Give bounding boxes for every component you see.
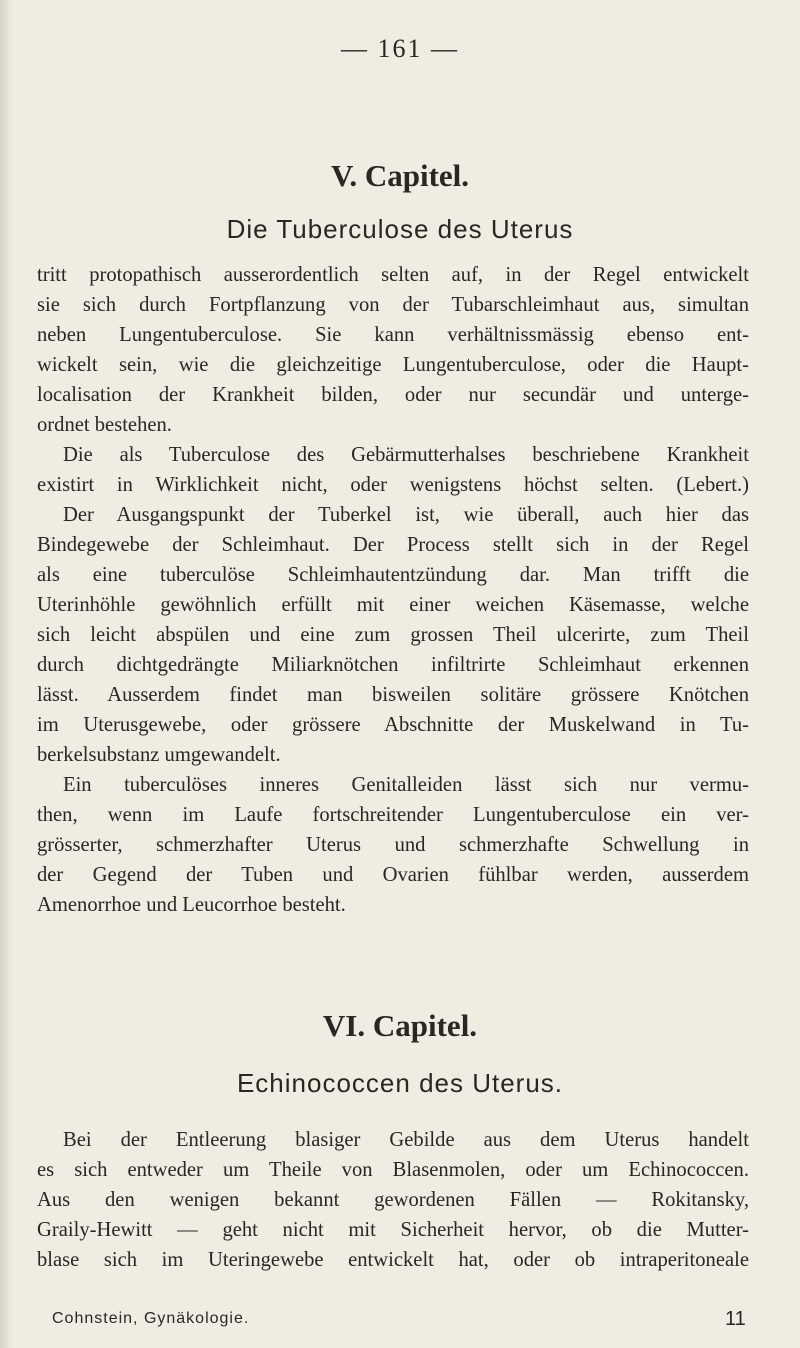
chapter-6-paragraph-1 xyxy=(63,1125,749,1155)
text-line: existirt in Wirklichkeit nicht, oder wenigstens höchst selten. (Lebert.) xyxy=(37,474,749,496)
chapter-6-paragraph-1-cont xyxy=(37,1155,749,1275)
text-line: lässt. Ausserdem findet man bisweilen solitäre grössere Knötchen xyxy=(37,684,749,706)
text-line: der Gegend der Tuben und Ovarien fühlbar werden, ausserdem xyxy=(37,864,749,886)
text-line: tritt protopathisch ausserordentlich selten auf, in der Regel entwickelt xyxy=(37,264,749,286)
chapter-5-paragraph-3-cont xyxy=(37,530,749,770)
text-line: Der Ausgangspunkt der Tuberkel ist, wie überall, auch hier das xyxy=(63,504,749,526)
chapter-5-paragraph-2 xyxy=(63,440,749,470)
text-line: Die als Tuberculose des Gebärmutterhalses beschriebene Krankheit xyxy=(63,444,749,466)
chapter-5-paragraph-4 xyxy=(63,770,749,800)
text-line: blase sich im Uteringewebe entwickelt hat, oder ob intraperitoneale xyxy=(37,1249,749,1271)
text-line: sich leicht abspülen und eine zum grossen Theil ulcerirte, zum Theil xyxy=(37,624,749,646)
text-line: als eine tuberculöse Schleimhautentzündung dar. Man trifft die xyxy=(37,564,749,586)
text-line: neben Lungentuberculose. Sie kann verhältnissmässig ebenso ent- xyxy=(37,324,749,346)
text-line: sie sich durch Fortpflanzung von der Tubarschleimhaut aus, simultan xyxy=(37,294,749,316)
chapter-5-paragraph-1 xyxy=(37,260,749,440)
text-line: Uterinhöhle gewöhnlich erfüllt mit einer weichen Käsemasse, welche xyxy=(37,594,749,616)
chapter-5-subtitle: Die Tuberculose des Uterus xyxy=(226,214,574,244)
text-line: berkelsubstanz umgewandelt. xyxy=(37,744,281,766)
text-line: im Uterusgewebe, oder grössere Abschnitte der Muskelwand in Tu- xyxy=(37,714,749,736)
text-line: localisation der Krankheit bilden, oder nur secundär und unterge- xyxy=(37,384,749,406)
text-line: Bei der Entleerung blasiger Gebilde aus dem Uterus handelt xyxy=(63,1129,749,1151)
text-line: es sich entweder um Theile von Blasenmolen, oder um Echinococcen. xyxy=(37,1159,749,1181)
footer-signature-mark: 11 xyxy=(725,1308,746,1330)
text-line: Graily-Hewitt — geht nicht mit Sicherheit hervor, ob die Mutter- xyxy=(37,1219,749,1241)
text-line: ordnet bestehen. xyxy=(37,414,172,436)
chapter-5-heading: V. Capitel. xyxy=(330,158,470,193)
chapter-5-paragraph-4-cont xyxy=(37,800,749,920)
text-line: Ein tuberculöses inneres Genitalleiden lässt sich nur vermu- xyxy=(63,774,749,796)
text-line: Bindegewebe der Schleimhaut. Der Process stellt sich in der Regel xyxy=(37,534,749,556)
text-line: Aus den wenigen bekannt gewordenen Fällen — Rokitansky, xyxy=(37,1189,749,1211)
text-line: wickelt sein, wie die gleichzeitige Lungentuberculose, oder die Haupt- xyxy=(37,354,749,376)
page-number-header: — 161 — xyxy=(341,34,459,63)
chapter-5-paragraph-2-cont xyxy=(37,470,749,500)
footer-author-title: Cohnstein, Gynäkologie. xyxy=(52,1310,250,1327)
chapter-6-subtitle: Echinococcen des Uterus. xyxy=(236,1068,564,1098)
chapter-6-heading: VI. Capitel. xyxy=(322,1008,478,1043)
text-line: then, wenn im Laufe fortschreitender Lungentuberculose ein ver- xyxy=(37,804,749,826)
text-line: Amenorrhoe und Leucorrhoe besteht. xyxy=(37,894,346,916)
text-line: durch dichtgedrängte Miliarknötchen infiltrirte Schleimhaut erkennen xyxy=(37,654,749,676)
text-line: grösserter, schmerzhafter Uterus und schmerzhafte Schwellung in xyxy=(37,834,749,856)
chapter-5-paragraph-3 xyxy=(63,500,749,530)
